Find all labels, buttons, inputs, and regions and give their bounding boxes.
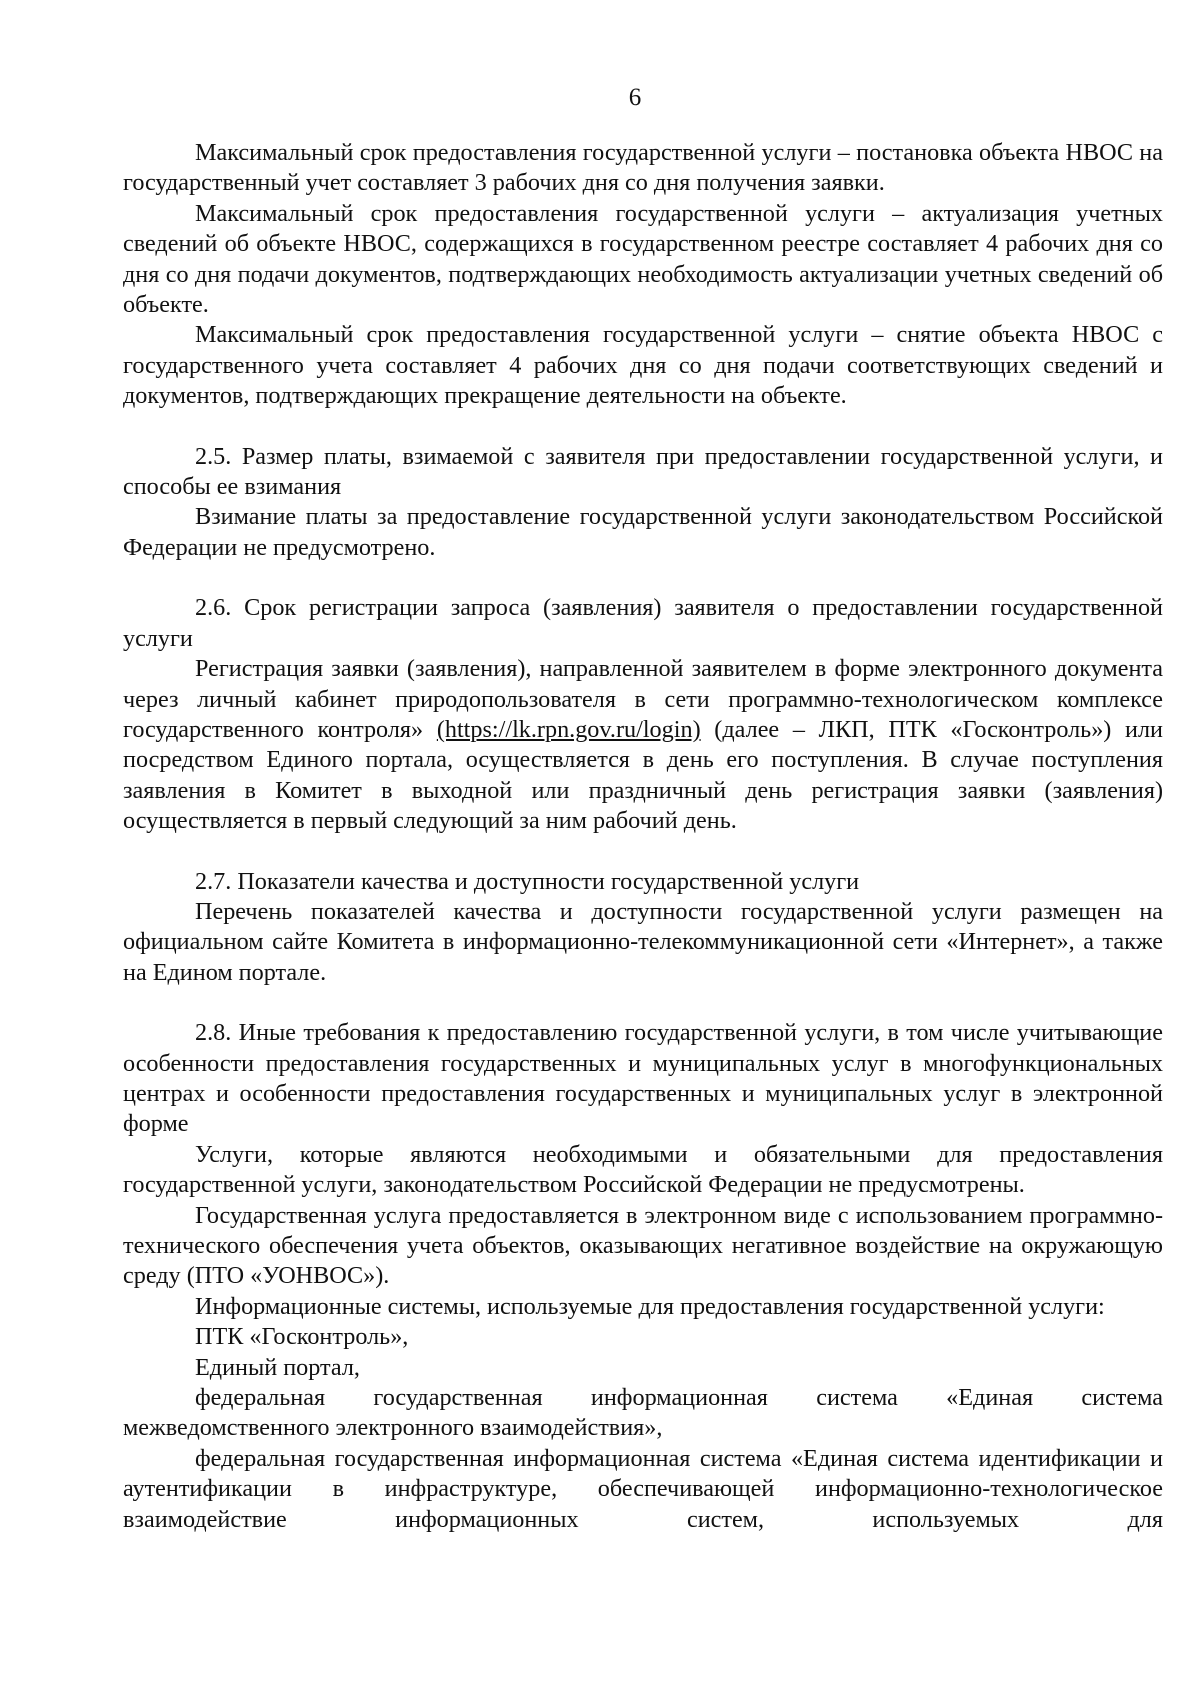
paragraph-removal-term: Максимальный срок предоставления государственной услуги – снятие объекта НВОС с государственного учета составляет 4 рабочих дня со дня подачи соответствующих сведений и документов, подтверждающих прекращение деятельности на объекте. <box>123 321 1163 410</box>
section-2-5-heading: 2.5. Размер платы, взимаемой с заявителя при предоставлении государственной услуги, и способы ее взимания <box>123 442 1163 501</box>
info-system-item: федеральная государственная информационная система «Единая система идентификации и аутентификации в инфраструктуре, обеспечивающей информационно-технологическое взаимодействие информационных систем, используемых для <box>123 1444 1163 1533</box>
section-2-5-text: Взимание платы за предоставление государственной услуги законодательством Российской Федерации не предусмотрено. <box>123 503 1163 561</box>
page-number: 6 <box>628 84 642 111</box>
info-system-item: ПТК «Госконтроль», <box>195 1323 409 1351</box>
section-2-8-info-systems-intro: Информационные системы, используемые для предоставления государственной услуги: <box>195 1292 1105 1320</box>
paragraph-registration-term: Максимальный срок предоставления государственной услуги – постановка объекта НВОС на государственный учет составляет 3 рабочих дня со дня получения заявки. <box>123 139 1163 197</box>
section-2-8-heading: 2.8. Иные требования к предоставлению государственной услуги, в том числе учитывающие особенности предоставления государственных и муниципальных услуг в многофункциональных центрах и особенности предоставления государственных и муниципальных услуг в электронной форме <box>123 1019 1163 1138</box>
section-2-6-text <box>123 654 1163 836</box>
paragraph-update-term: Максимальный срок предоставления государственной услуги – актуализация учетных сведений об объекте НВОС, содержащихся в государственном реестре составляет 4 рабочих дня со дня со дня подачи документов, подтверждающих необходимость актуализации учетных сведений об объекте. <box>123 199 1163 319</box>
document-body <box>123 138 1163 1535</box>
info-system-item: Единый портал, <box>195 1353 360 1381</box>
section-2-6-heading: 2.6. Срок регистрации запроса (заявления) заявителя о предоставлении государственной услуги <box>123 594 1163 652</box>
section-2-7-heading: 2.7. Показатели качества и доступности государственной услуги <box>195 867 860 895</box>
info-system-item: федеральная государственная информационная система «Единая система межведомственного электронного взаимодействия», <box>123 1384 1163 1442</box>
section-2-6-text-start: Регистрация заявки (заявления), направленной заявителем в форме электронного документа через личный кабинет природопользователя в сети программно-технологическом комплексе государственного контроля» <box>123 655 1163 743</box>
section-2-7-text: Перечень показателей качества и доступности государственной услуги размещен на официальном сайте Комитета в информационно-телекоммуникационной сети «Интернет», а также на Едином портале. <box>123 897 1163 986</box>
section-2-8-electronic-service: Государственная услуга предоставляется в электронном виде с использованием программно-технического обеспечения учета объектов, оказывающих негативное воздействие на окружающую среду (ПТО «УОНВОС»). <box>123 1201 1163 1290</box>
gov-login-link[interactable]: (https://lk.rpn.gov.ru/login) <box>436 715 701 743</box>
section-2-8-services: Услуги, которые являются необходимыми и обязательными для предоставления государственной услуги, законодательством Российской Федерации не предусмотрены. <box>123 1140 1163 1199</box>
section-2-6-text-end: (далее – ЛКП, ПТК «Госконтроль») или посредством Единого портала, осуществляется в день его поступления. В случае поступления заявления в Комитет в выходной или праздничный день регистрация заявки (заявления) осуществляется в первый следующий за ним рабочий день. <box>123 715 1163 835</box>
